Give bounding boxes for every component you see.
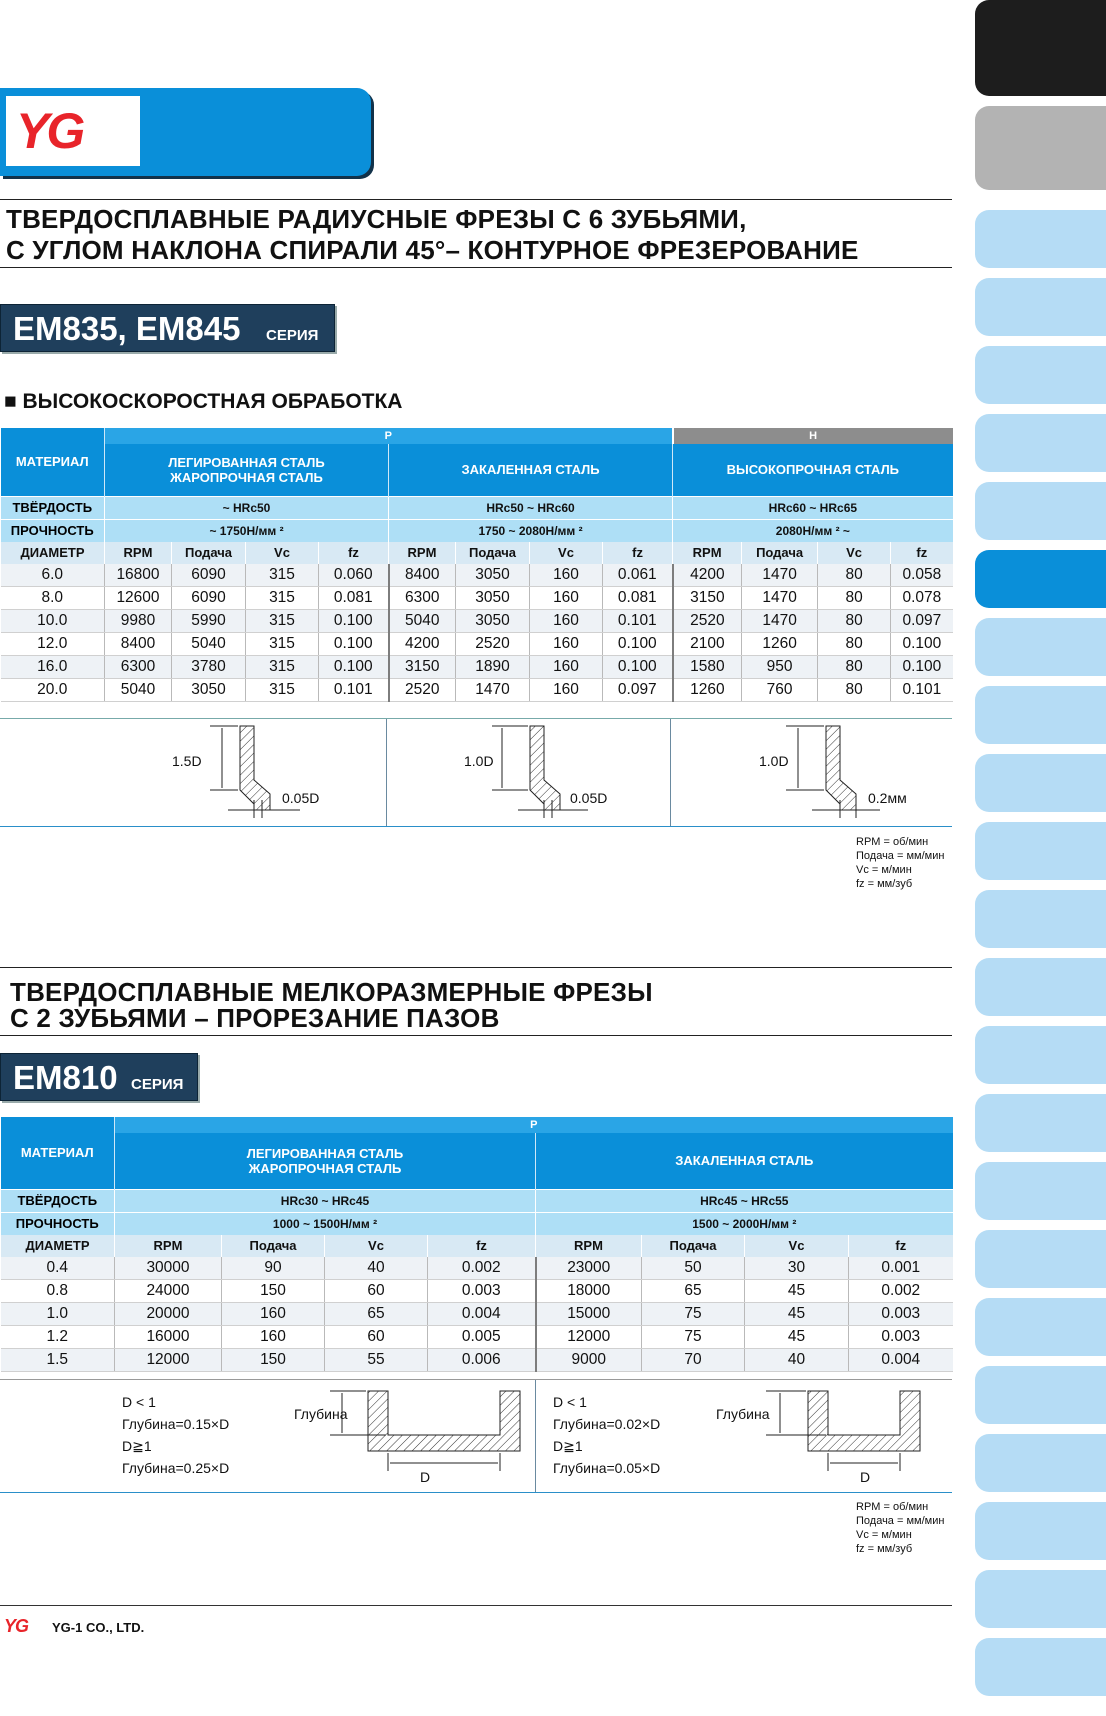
table-cell: 0.002	[428, 1257, 536, 1280]
material-hardened-steel: ЗАКАЛЕННАЯ СТАЛЬ	[389, 444, 673, 496]
table-cell: 0.058	[891, 564, 953, 587]
table-cell: 315	[246, 678, 319, 701]
table-cell: 5040	[105, 678, 172, 701]
chapter-tab	[975, 1162, 1106, 1220]
table-cell: 3050	[456, 586, 530, 609]
table-row	[1, 1325, 953, 1348]
series-badge-em835: EM835, EM845 СЕРИЯ	[0, 304, 335, 352]
table-cell: 6090	[172, 564, 246, 587]
table-cell: 0.061	[603, 564, 673, 587]
chapter-tab	[975, 346, 1106, 404]
strength-value: ~ 1750Н/мм ²	[105, 519, 389, 542]
strength-value: 2080Н/мм ² ~	[673, 519, 953, 542]
table-cell: 315	[246, 564, 319, 587]
table-cell: 60	[325, 1325, 428, 1348]
table-cell: 950	[742, 655, 818, 678]
column-header-rpm: RPM	[673, 542, 742, 564]
step-label: 0.05D	[570, 790, 608, 806]
table-cell: 3050	[172, 678, 246, 701]
slot-notes-2: D < 1 Глубина=0.02×D D≧1 Глубина=0.05×D	[553, 1394, 661, 1476]
table-cell: 80	[818, 586, 891, 609]
table-cell: 23000	[536, 1257, 642, 1280]
chapter-tab	[975, 106, 1106, 190]
chapter-tab	[975, 278, 1106, 336]
table-cell: 315	[246, 609, 319, 632]
table-cell: 315	[246, 655, 319, 678]
table-cell: 0.100	[891, 632, 953, 655]
width-label: D	[420, 1469, 431, 1485]
table-cell: 0.006	[428, 1348, 536, 1371]
diameter-cell: 12.0	[1, 632, 105, 655]
units-legend-1: RPM = об/мин Подача = мм/мин Vc = м/мин fz = мм/зуб	[856, 836, 945, 890]
table-cell: 0.004	[849, 1348, 953, 1371]
column-header-vc: Vc	[745, 1235, 849, 1257]
hardness-label: ТВЁРДОСТЬ	[1, 1189, 115, 1212]
hardness-value: ~ HRc50	[105, 496, 389, 519]
table-cell: 6300	[389, 586, 456, 609]
table-cell: 60	[325, 1279, 428, 1302]
table-cell: 315	[246, 586, 319, 609]
table-cell: 160	[222, 1302, 325, 1325]
diameter-label: ДИАМЕТР	[1, 1235, 115, 1257]
depth-label: 1.5D	[172, 753, 202, 769]
chapter-tab	[975, 754, 1106, 812]
table-cell: 0.005	[428, 1325, 536, 1348]
section2-bottom-rule	[0, 1035, 952, 1036]
table-cell: 40	[325, 1257, 428, 1280]
table-cell: 1470	[742, 564, 818, 587]
table-cell: 3050	[456, 564, 530, 587]
column-header-rpm: RPM	[389, 542, 456, 564]
depth-label: 1.0D	[759, 753, 789, 769]
table-cell: 0.078	[891, 586, 953, 609]
table-row	[1, 1257, 953, 1280]
column-header-rpm: RPM	[536, 1235, 642, 1257]
section2-title: ТВЕРДОСПЛАВНЫЕ МЕЛКОРАЗМЕРНЫЕ ФРЕЗЫ С 2 ЗУБЬЯМИ – ПРОРЕЗАНИЕ ПАЗОВ	[10, 977, 653, 1033]
column-header-fz: fz	[428, 1235, 536, 1257]
depth-label: Глубина	[716, 1406, 770, 1422]
table-cell: 3150	[673, 586, 742, 609]
column-header-vc: Vc	[246, 542, 319, 564]
chapter-tab	[975, 822, 1106, 880]
table-cell: 0.003	[849, 1325, 953, 1348]
diagrams-svg-2	[0, 1379, 952, 1491]
footer-rule	[0, 1605, 952, 1606]
table-cell: 45	[745, 1325, 849, 1348]
table-row	[1, 1348, 953, 1371]
table-cell: 0.100	[603, 655, 673, 678]
table-cell: 0.097	[603, 678, 673, 701]
table-cell: 2520	[389, 678, 456, 701]
table-cell: 0.060	[319, 564, 389, 587]
table-cell: 6300	[105, 655, 172, 678]
chapter-tab	[975, 482, 1106, 540]
table-cell: 3050	[456, 609, 530, 632]
table-cell: 16800	[105, 564, 172, 587]
table-cell: 18000	[536, 1279, 642, 1302]
diagrams-svg-1	[0, 718, 952, 825]
table-cell: 160	[222, 1325, 325, 1348]
chapter-tab	[975, 1026, 1106, 1084]
table-cell: 0.003	[849, 1302, 953, 1325]
column-header-vc: Vc	[530, 542, 603, 564]
table-cell: 0.101	[319, 678, 389, 701]
depth-label: 1.0D	[464, 753, 494, 769]
column-header-fz: fz	[891, 542, 953, 564]
table-cell: 6090	[172, 586, 246, 609]
column-header-подача: Подача	[172, 542, 246, 564]
table-cell: 80	[818, 632, 891, 655]
diameter-cell: 16.0	[1, 655, 105, 678]
diameter-cell: 8.0	[1, 586, 105, 609]
chapter-tab	[975, 618, 1106, 676]
table-cell: 40	[745, 1348, 849, 1371]
material-hardened-steel: ЗАКАЛЕННАЯ СТАЛЬ	[536, 1133, 953, 1189]
table-cell: 45	[745, 1279, 849, 1302]
table-cell: 2520	[673, 609, 742, 632]
table-cell: 12000	[115, 1348, 222, 1371]
column-header-подача: Подача	[642, 1235, 745, 1257]
table-cell: 3150	[389, 655, 456, 678]
material-label: МАТЕРИАЛ	[1, 1117, 115, 1189]
section2-top-rule	[0, 967, 952, 968]
footer-yg-logo: YG	[4, 1616, 29, 1636]
table-cell: 9000	[536, 1348, 642, 1371]
table-cell: 160	[530, 678, 603, 701]
table-row	[1, 1302, 953, 1325]
footer-company: YG-1 CO., LTD.	[52, 1620, 145, 1635]
table-cell: 1580	[673, 655, 742, 678]
hardness-value: HRc45 ~ HRc55	[536, 1189, 953, 1212]
column-header-fz: fz	[603, 542, 673, 564]
table-row	[1, 586, 953, 609]
strength-label: ПРОЧНОСТЬ	[1, 519, 105, 542]
table-row	[1, 678, 953, 701]
column-header-vc: Vc	[818, 542, 891, 564]
table-cell: 1470	[456, 678, 530, 701]
chapter-tab	[975, 414, 1106, 472]
table-row	[1, 609, 953, 632]
diameter-cell: 20.0	[1, 678, 105, 701]
table-cell: 9980	[105, 609, 172, 632]
table-cell: 3780	[172, 655, 246, 678]
chapter-tabs	[975, 0, 1106, 1716]
table-cell: 315	[246, 632, 319, 655]
step-label: 0.05D	[282, 790, 320, 806]
chapter-tab	[975, 1502, 1106, 1560]
strength-value: 1500 ~ 2000Н/мм ²	[536, 1212, 953, 1235]
table-cell: 12600	[105, 586, 172, 609]
table-cell: 1260	[742, 632, 818, 655]
table-cell: 0.100	[891, 655, 953, 678]
group-p-header: P	[115, 1117, 953, 1133]
column-header-fz: fz	[849, 1235, 953, 1257]
table-cell: 0.100	[319, 655, 389, 678]
header-logo-block	[0, 88, 371, 176]
hardness-value: HRc30 ~ HRc45	[115, 1189, 536, 1212]
table-cell: 15000	[536, 1302, 642, 1325]
material-high-strength-steel: ВЫСОКОПРОЧНАЯ СТАЛЬ	[673, 444, 953, 496]
diameter-cell: 6.0	[1, 564, 105, 587]
table-cell: 12000	[536, 1325, 642, 1348]
group-h-header: H	[673, 428, 953, 444]
column-header-подача: Подача	[222, 1235, 325, 1257]
chapter-tab	[975, 1434, 1106, 1492]
diameter-label: ДИАМЕТР	[1, 542, 105, 564]
table-cell: 2100	[673, 632, 742, 655]
section1-title: ТВЕРДОСПЛАВНЫЕ РАДИУСНЫЕ ФРЕЗЫ С 6 ЗУБЬЯМИ, С УГЛОМ НАКЛОНА СПИРАЛИ 45°– КОНТУРНОЕ ФРЕЗЕРОВАНИЕ	[6, 204, 859, 265]
table-cell: 0.100	[319, 609, 389, 632]
table-cell: 0.002	[849, 1279, 953, 1302]
section1-top-rule	[0, 199, 952, 200]
table-cell: 1470	[742, 586, 818, 609]
table-em810	[0, 1117, 953, 1372]
table-row	[1, 564, 953, 587]
table-cell: 160	[530, 609, 603, 632]
series-badge-em810: EM810 СЕРИЯ	[0, 1053, 198, 1101]
strength-value: 1000 ~ 1500Н/мм ²	[115, 1212, 536, 1235]
diameter-cell: 10.0	[1, 609, 105, 632]
chapter-tab	[975, 1570, 1106, 1628]
chapter-tab	[975, 0, 1106, 96]
chapter-tab	[975, 890, 1106, 948]
table-cell: 30000	[115, 1257, 222, 1280]
table-em835	[0, 428, 953, 702]
table-cell: 150	[222, 1348, 325, 1371]
table-cell: 80	[818, 609, 891, 632]
table-cell: 5040	[389, 609, 456, 632]
column-header-vc: Vc	[325, 1235, 428, 1257]
diameter-cell: 0.4	[1, 1257, 115, 1280]
strength-value: 1750 ~ 2080Н/мм ²	[389, 519, 673, 542]
chapter-tab	[975, 958, 1106, 1016]
yg-logo: YG	[16, 103, 83, 159]
table-cell: 8400	[389, 564, 456, 587]
table-cell: 160	[530, 586, 603, 609]
chapter-tab	[975, 686, 1106, 744]
diameter-cell: 1.5	[1, 1348, 115, 1371]
hardness-value: HRc50 ~ HRc60	[389, 496, 673, 519]
table-cell: 0.100	[319, 632, 389, 655]
diameter-cell: 0.8	[1, 1279, 115, 1302]
step-label: 0.2мм	[868, 790, 907, 806]
table-cell: 75	[642, 1325, 745, 1348]
table-cell: 0.004	[428, 1302, 536, 1325]
table-cell: 0.097	[891, 609, 953, 632]
table-cell: 80	[818, 678, 891, 701]
slot-diagram-2	[766, 1391, 920, 1471]
table-cell: 1260	[673, 678, 742, 701]
chapter-tab	[975, 210, 1106, 268]
profile-diagram-3	[786, 726, 880, 818]
material-alloy-steel: ЛЕГИРОВАННАЯ СТАЛЬ ЖАРОПРОЧНАЯ СТАЛЬ	[115, 1133, 536, 1189]
table-row	[1, 632, 953, 655]
table-cell: 150	[222, 1279, 325, 1302]
table-row	[1, 655, 953, 678]
table-cell: 90	[222, 1257, 325, 1280]
logo-panel	[6, 96, 140, 166]
table-cell: 70	[642, 1348, 745, 1371]
table-cell: 1890	[456, 655, 530, 678]
column-header-подача: Подача	[742, 542, 818, 564]
table-cell: 45	[745, 1302, 849, 1325]
table-cell: 1470	[742, 609, 818, 632]
table-cell: 24000	[115, 1279, 222, 1302]
table-cell: 0.081	[319, 586, 389, 609]
chapter-tab	[975, 1366, 1106, 1424]
table-cell: 5040	[172, 632, 246, 655]
strength-label: ПРОЧНОСТЬ	[1, 1212, 115, 1235]
table-cell: 4200	[389, 632, 456, 655]
table-cell: 50	[642, 1257, 745, 1280]
table-cell: 5990	[172, 609, 246, 632]
table-cell: 65	[325, 1302, 428, 1325]
depth-label: Глубина	[294, 1406, 348, 1422]
chapter-tab	[975, 550, 1106, 608]
column-header-rpm: RPM	[105, 542, 172, 564]
table-cell: 760	[742, 678, 818, 701]
diameter-cell: 1.2	[1, 1325, 115, 1348]
table-cell: 2520	[456, 632, 530, 655]
width-label: D	[860, 1469, 871, 1485]
table-row	[1, 1279, 953, 1302]
column-header-подача: Подача	[456, 542, 530, 564]
units-legend-2: RPM = об/мин Подача = мм/мин Vc = м/мин fz = мм/зуб	[856, 1501, 945, 1555]
table-cell: 16000	[115, 1325, 222, 1348]
table-cell: 0.081	[603, 586, 673, 609]
chapter-tab	[975, 1298, 1106, 1356]
hardness-label: ТВЁРДОСТЬ	[1, 496, 105, 519]
table-cell: 80	[818, 655, 891, 678]
table-cell: 160	[530, 655, 603, 678]
table-cell: 0.003	[428, 1279, 536, 1302]
table-cell: 160	[530, 564, 603, 587]
material-alloy-steel: ЛЕГИРОВАННАЯ СТАЛЬ ЖАРОПРОЧНАЯ СТАЛЬ	[105, 444, 389, 496]
slot-diagram-1	[330, 1391, 520, 1471]
table-cell: 20000	[115, 1302, 222, 1325]
table-cell: 75	[642, 1302, 745, 1325]
table-cell: 4200	[673, 564, 742, 587]
table-cell: 0.101	[891, 678, 953, 701]
section1-bottom-rule	[0, 267, 952, 268]
table-cell: 65	[642, 1279, 745, 1302]
table-cell: 30	[745, 1257, 849, 1280]
column-header-fz: fz	[319, 542, 389, 564]
chapter-tab	[975, 1638, 1106, 1696]
subheading-high-speed: ■ ВЫСОКОСКОРОСТНАЯ ОБРАБОТКА	[4, 390, 403, 413]
material-label: МАТЕРИАЛ	[1, 428, 105, 496]
chapter-tab	[975, 1094, 1106, 1152]
chapter-tab	[975, 1230, 1106, 1288]
table-cell: 0.001	[849, 1257, 953, 1280]
hardness-value: HRc60 ~ HRc65	[673, 496, 953, 519]
slot-notes-1: D < 1 Глубина=0.15×D D≧1 Глубина=0.25×D	[122, 1394, 230, 1476]
table-cell: 160	[530, 632, 603, 655]
table-cell: 55	[325, 1348, 428, 1371]
column-header-rpm: RPM	[115, 1235, 222, 1257]
diameter-cell: 1.0	[1, 1302, 115, 1325]
table-cell: 0.100	[603, 632, 673, 655]
group-p-header: P	[105, 428, 673, 444]
table-cell: 0.101	[603, 609, 673, 632]
table-cell: 8400	[105, 632, 172, 655]
table-cell: 80	[818, 564, 891, 587]
